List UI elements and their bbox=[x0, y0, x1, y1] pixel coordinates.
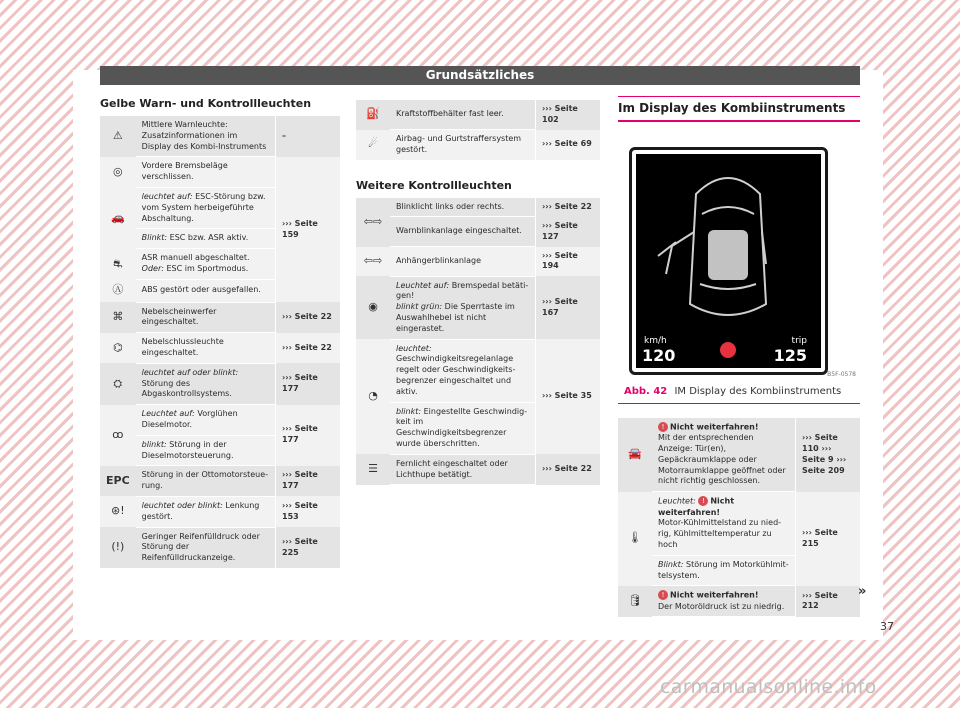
fog-light-front-icon: ⌘ bbox=[100, 302, 136, 333]
table-row bbox=[100, 496, 340, 527]
row-text: ASR manuell abgeschaltet. bbox=[141, 253, 250, 263]
row-ref: ››› Seite 153 bbox=[276, 496, 341, 527]
ref-text: ››› Seite 159 bbox=[282, 218, 318, 239]
column-left bbox=[100, 97, 340, 569]
yellow-lights-table bbox=[100, 116, 340, 569]
table-row bbox=[356, 130, 600, 161]
figure-caption-text: IM Display des Kombiinstruments bbox=[674, 386, 842, 397]
row-text: ESC im Sportmodus. bbox=[166, 263, 249, 273]
stop-icon: ! bbox=[698, 496, 708, 506]
epc-icon: EPC bbox=[100, 466, 136, 497]
row-desc bbox=[136, 249, 276, 280]
row-desc: Warnblinkanlage eingeschaltet. bbox=[390, 217, 536, 247]
row-emph: Leuchtet: bbox=[658, 496, 696, 506]
watermark: carmanualsonline.info bbox=[660, 676, 877, 698]
warning-icon bbox=[720, 342, 736, 358]
row-emph: blinkt: bbox=[396, 406, 422, 416]
row-ref: ››› Seite 127 bbox=[536, 217, 601, 247]
tire-pressure-icon: (!) bbox=[100, 527, 136, 568]
oil-can-icon: 🛢 bbox=[618, 586, 652, 617]
table-row bbox=[100, 466, 340, 497]
speed-unit: km/h bbox=[644, 336, 667, 346]
row-text: Vorglühen Dieselmotor. bbox=[141, 409, 238, 429]
row-emph: Oder: bbox=[141, 263, 164, 273]
row-ref: ››› Seite 194 bbox=[536, 247, 601, 277]
table-row bbox=[356, 276, 600, 339]
row-text: Lenkung gestört. bbox=[141, 500, 260, 521]
table-row bbox=[100, 333, 340, 364]
next-page-icon: » bbox=[858, 584, 867, 599]
trip-label: trip bbox=[791, 336, 807, 346]
row-ref: – bbox=[276, 116, 341, 157]
fog-light-rear-icon: ⌬ bbox=[100, 333, 136, 364]
engine-icon: ⛭ bbox=[100, 363, 136, 404]
table-row bbox=[618, 492, 860, 555]
row-ref: ››› Seite 212 bbox=[796, 586, 861, 617]
table-row bbox=[100, 157, 340, 188]
row-ref: ››› Seite 167 bbox=[536, 276, 601, 339]
row-desc: Airbag- und Gurtstraffersystem gestört. bbox=[390, 130, 536, 161]
stop-icon: ! bbox=[658, 422, 668, 432]
table-row bbox=[100, 405, 340, 436]
figure-number: Abb. 42 bbox=[624, 386, 668, 397]
trailer-signal-icon: ⇦⇨ bbox=[356, 247, 390, 277]
row-ref: ››› Seite 177 bbox=[276, 405, 341, 466]
row-text: Störung im Motorkühlmittelsystem. bbox=[658, 559, 789, 580]
table-row bbox=[356, 339, 600, 402]
row-desc: Anhängerblinkanlage bbox=[390, 247, 536, 277]
row-desc: Geringer Reifenfülldruck oder Störung der Reifenfülldruckanzeige. bbox=[136, 527, 276, 568]
cluster-screen bbox=[629, 147, 828, 375]
page-number: 37 bbox=[880, 620, 894, 633]
row-ref: ››› Seite 102 bbox=[536, 100, 601, 130]
more-lights-table bbox=[356, 198, 600, 486]
coolant-icon: 🌡 bbox=[618, 492, 652, 586]
esc-skid-icon: 🚗 bbox=[100, 187, 136, 248]
row-text: Eingestellte Geschwindigkeit im Geschwindigkeitsbegrenzer wurde überschritten. bbox=[396, 406, 528, 449]
row-desc: ABS gestört oder ausgefallen. bbox=[136, 279, 276, 302]
row-desc bbox=[652, 418, 796, 492]
figure-caption bbox=[618, 380, 860, 404]
brake-pad-icon: ◎ bbox=[100, 157, 136, 188]
row-text: ESC-Störung bzw. vom System herbeigeführte Abschaltung. bbox=[141, 191, 266, 223]
row-desc: Blinklicht links oder rechts. bbox=[390, 198, 536, 217]
display-warnings-table bbox=[618, 418, 860, 617]
row-emph: blinkt grün: bbox=[396, 302, 443, 312]
asr-off-icon: ⛐ bbox=[100, 249, 136, 280]
row-desc: Nebelscheinwerfer eingeschaltet. bbox=[136, 302, 276, 333]
table-row bbox=[618, 586, 860, 617]
table-row bbox=[100, 527, 340, 568]
row-desc bbox=[136, 229, 276, 249]
table-row bbox=[100, 363, 340, 404]
section-title-yellow-lights: Gelbe Warn- und Kontrollleuchten bbox=[100, 97, 312, 110]
row-desc: Fernlicht eingeschaltet oder Lichthupe betätigt. bbox=[390, 454, 536, 485]
abs-icon: Ⓐ bbox=[100, 279, 136, 302]
row-ref: ››› Seite 215 bbox=[796, 492, 861, 586]
warning-triangle-icon: ⚠ bbox=[100, 116, 136, 157]
row-text: Störung des Abgaskontrollsystems. bbox=[141, 378, 232, 399]
door-open-icon: 🚘 bbox=[618, 418, 652, 492]
row-text: Der Motoröldruck ist zu niedrig. bbox=[658, 601, 785, 611]
row-desc bbox=[390, 402, 536, 454]
row-head: Nicht weiterfahren! bbox=[670, 422, 759, 432]
fuel-airbag-table bbox=[356, 100, 600, 161]
row-ref: ››› Seite 177 bbox=[276, 363, 341, 404]
page-header: Grundsätzliches bbox=[100, 66, 860, 85]
row-emph: leuchtet auf: bbox=[141, 191, 193, 201]
row-emph: Leuchtet auf: bbox=[396, 280, 450, 290]
row-desc: Kraftstoffbehälter fast leer. bbox=[390, 100, 536, 130]
trip-value: 125 bbox=[773, 346, 807, 365]
speed-value: 120 bbox=[642, 346, 676, 365]
row-text: Bremspedal betätigen! bbox=[396, 280, 529, 301]
figure-code: B5F-0578 bbox=[827, 371, 856, 378]
display-section-header bbox=[618, 96, 860, 122]
row-ref: ››› Seite 22 bbox=[536, 454, 601, 485]
display-section-title: Im Display des Kombiinstruments bbox=[618, 101, 846, 115]
row-desc: Mittlere Warnleuchte: Zusatzinformationen im Display des Kombi-Instruments bbox=[136, 116, 276, 157]
row-text: Störung in der Dieselmotorsteuerung. bbox=[141, 439, 234, 460]
row-desc bbox=[136, 187, 276, 228]
cluster-display bbox=[636, 154, 821, 368]
row-ref: ››› Seite 35 bbox=[536, 339, 601, 454]
table-row bbox=[356, 247, 600, 277]
column-right bbox=[618, 96, 860, 617]
row-emph: leuchtet oder blinkt: bbox=[141, 500, 223, 510]
high-beam-icon: ☰ bbox=[356, 454, 390, 485]
brake-pedal-icon: ◉ bbox=[356, 276, 390, 339]
row-desc bbox=[136, 363, 276, 404]
table-row bbox=[618, 418, 860, 492]
row-ref: ››› Seite 110 ››› Seite 9 ››› Seite 209 bbox=[796, 418, 861, 492]
table-row bbox=[100, 116, 340, 157]
row-desc bbox=[652, 555, 796, 586]
row-emph: leuchtet: bbox=[396, 343, 432, 353]
glow-plug-icon: ꝏ bbox=[100, 405, 136, 466]
row-desc bbox=[136, 496, 276, 527]
row-text: Die Sperrtaste im Auswahlhebel ist nicht eingerastet. bbox=[396, 302, 515, 333]
row-emph: Blinkt: bbox=[658, 559, 684, 569]
row-text: Mit der entsprechenden Anzeige: Tür(en), Gepäckraumklappe oder Motorraumklappe geöffnet oder nicht richtig geschlossen. bbox=[658, 433, 786, 486]
row-ref: ››› Seite 225 bbox=[276, 527, 341, 568]
cruise-control-icon: ◔ bbox=[356, 339, 390, 454]
row-ref: ››› Seite 22 bbox=[276, 302, 341, 333]
steering-icon: ⊛! bbox=[100, 496, 136, 527]
row-text: ESC bzw. ASR aktiv. bbox=[169, 233, 249, 243]
row-desc: Vordere Bremsbeläge verschlissen. bbox=[136, 157, 276, 188]
row-emph: Blinkt: bbox=[141, 233, 168, 243]
table-row bbox=[356, 217, 600, 247]
row-emph: leuchtet auf oder blinkt: bbox=[141, 367, 239, 377]
row-head: Nicht weiterfahren! bbox=[658, 496, 735, 517]
turn-signal-icon: ⇦⇨ bbox=[356, 198, 390, 247]
row-head: Nicht weiterfahren! bbox=[670, 590, 759, 600]
row-ref: ››› Seite 22 bbox=[536, 198, 601, 217]
section-title-more-lights: Weitere Kontrollleuchten bbox=[356, 178, 512, 192]
row-desc bbox=[390, 339, 536, 402]
row-text: Motor-Kühlmittelstand zu niedrig, Kühlmitteltemperatur zu hoch bbox=[658, 518, 782, 549]
row-ref: ››› Seite 22 bbox=[276, 333, 341, 364]
table-row bbox=[356, 100, 600, 130]
row-desc bbox=[136, 405, 276, 436]
row-ref: ››› Seite 69 bbox=[536, 130, 601, 161]
row-ref: ››› Seite 177 bbox=[276, 466, 341, 497]
row-text: Geschwindigkeitsregelanlage regelt oder Geschwindigkeitsbegrenzer eingeschaltet und aktiv. bbox=[396, 354, 516, 396]
row-desc bbox=[390, 276, 536, 339]
fuel-pump-icon: ⛽ bbox=[356, 100, 390, 130]
cluster-figure bbox=[618, 136, 860, 380]
table-row bbox=[100, 302, 340, 333]
table-row bbox=[356, 454, 600, 485]
row-ref bbox=[276, 157, 341, 302]
airbag-icon: ☄ bbox=[356, 130, 390, 161]
row-desc bbox=[652, 586, 796, 617]
stop-icon: ! bbox=[658, 590, 668, 600]
table-row bbox=[356, 198, 600, 217]
row-desc bbox=[136, 435, 276, 466]
row-desc: Nebelschlussleuchte eingeschaltet. bbox=[136, 333, 276, 364]
row-emph: Leuchtet auf: bbox=[141, 409, 195, 419]
row-emph: blinkt: bbox=[141, 439, 167, 449]
row-desc: Störung in der Ottomotorsteuerung. bbox=[136, 466, 276, 497]
column-middle bbox=[356, 100, 600, 485]
row-desc bbox=[652, 492, 796, 555]
